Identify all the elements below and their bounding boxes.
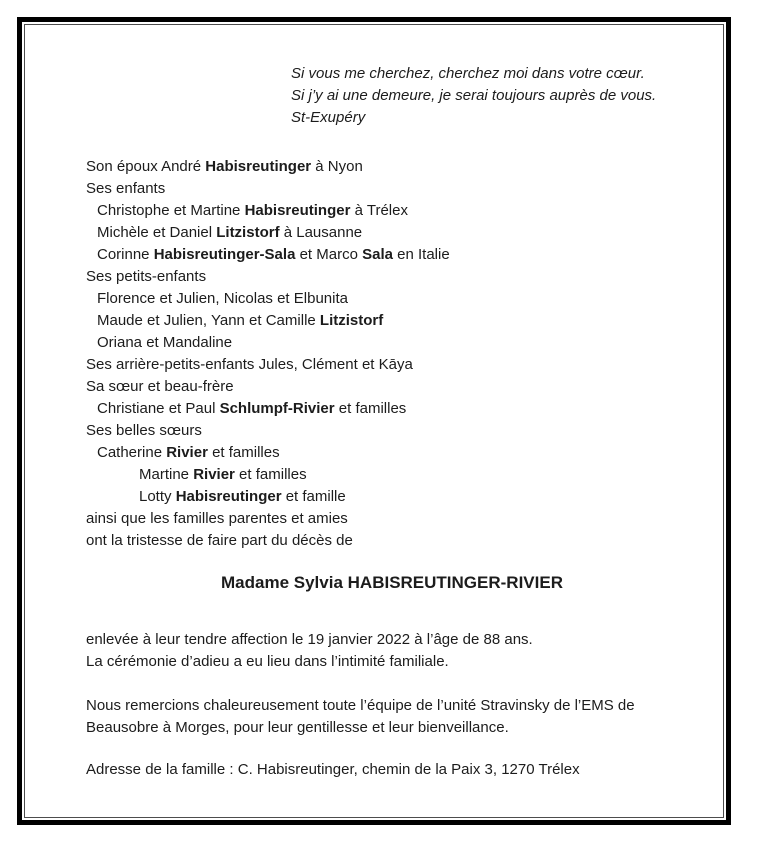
family-line: Sa sœur et beau-frère [86,378,234,395]
thanks-paragraph [86,695,698,739]
quote-block [291,63,698,129]
family-line: Son époux André Habisreutinger à Nyon [86,158,363,175]
death-notice-line: enlevée à leur tendre affection le 19 janvier 2022 à l’âge de 88 ans. [86,631,533,648]
family-line: Ses arrière-petits-enfants Jules, Clément et Kāya [86,356,413,373]
family-list [86,156,698,552]
family-line: Lotty Habisreutinger et famille [139,488,346,505]
family-line: Christiane et Paul Schlumpf-Rivier et familles [97,400,407,417]
family-line: Corinne Habisreutinger-Sala et Marco Sala en Italie [97,246,450,263]
family-line: ainsi que les familles parentes et amies [86,510,348,527]
family-line: Michèle et Daniel Litzistorf à Lausanne [97,224,363,241]
deceased-name-title: Madame Sylvia HABISREUTINGER-RIVIER [221,573,563,592]
family-line: Ses belles sœurs [86,422,202,439]
quote-line: Si j’y ai une demeure, je serai toujours auprès de vous. [291,87,657,104]
family-line: Maude et Julien, Yann et Camille Litzistorf [97,312,384,329]
family-line: Catherine Rivier et familles [97,444,280,461]
family-line: Christophe et Martine Habisreutinger à Trélex [97,202,408,219]
document-content [26,26,722,816]
family-address-line: Adresse de la famille : C. Habisreutinger, chemin de la Paix 3, 1270 Trélex [86,761,580,778]
death-notice-paragraph [86,629,698,673]
quote-line: St-Exupéry [291,109,366,126]
family-line: ont la tristesse de faire part du décès de [86,532,353,549]
thanks-line: Beausobre à Morges, pour leur gentillesse et leur bienveillance. [86,719,509,736]
document-frame [17,17,731,825]
thanks-line: Nous remercions chaleureusement toute l’équipe de l’unité Stravinsky de l’EMS de [86,697,635,714]
family-line: Florence et Julien, Nicolas et Elbunita [97,290,348,307]
family-line: Ses petits-enfants [86,268,207,285]
family-line: Ses enfants [86,180,166,197]
quote-line: Si vous me cherchez, cherchez moi dans votre cœur. [291,65,645,82]
death-notice-line: La cérémonie d’adieu a eu lieu dans l’intimité familiale. [86,653,449,670]
document-inner-frame [24,24,724,818]
family-line: Martine Rivier et familles [139,466,307,483]
family-line: Oriana et Mandaline [97,334,233,351]
